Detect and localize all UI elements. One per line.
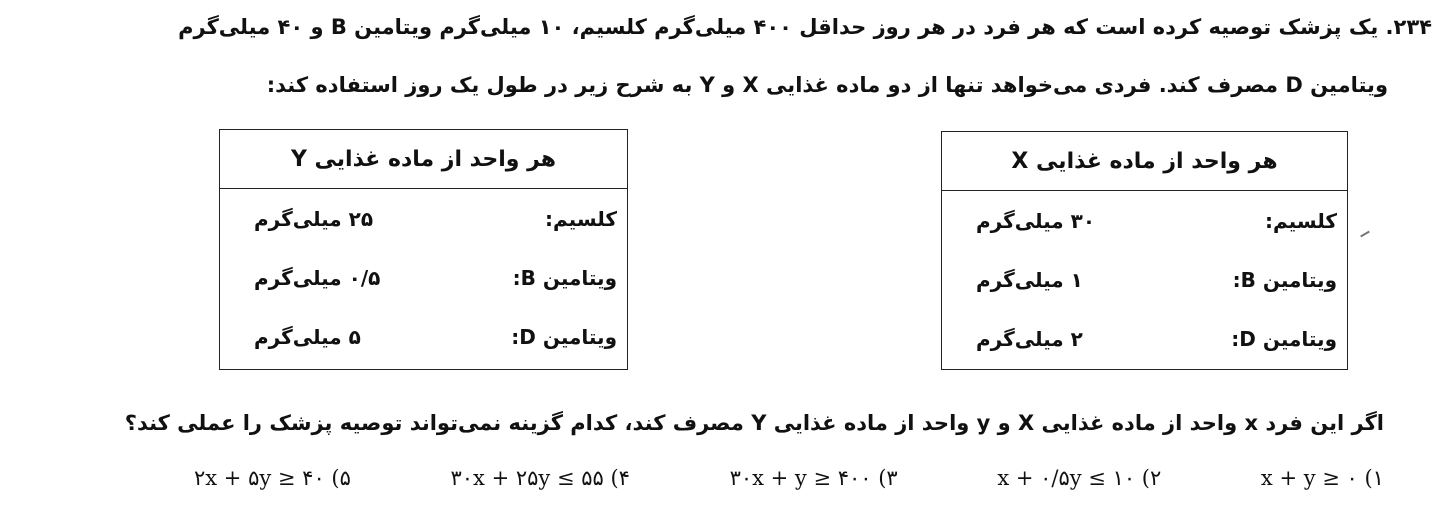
stray-mark <box>1360 231 1370 238</box>
food-x-table-title: هر واحد از ماده غذایی X <box>942 132 1347 191</box>
option-4[interactable]: ۳۰x + ۲۵y ≤ ۵۵ (۴ <box>450 466 630 490</box>
table-row <box>942 193 1347 252</box>
option-1[interactable]: x + y ≥ ۰ (۱ <box>1260 466 1384 490</box>
question-text: اگر این فرد x واحد از ماده غذایی X و y واحد از ماده غذایی Y مصرف کند، کدام گزینه نمی‌تواند توصیه پزشک را عملی کند؟ <box>124 411 1384 435</box>
table-row <box>942 311 1347 370</box>
vitamin-b-label: ویتامین B: <box>512 266 617 290</box>
table-row <box>942 252 1347 311</box>
option-2[interactable]: x + ۰/۵y ≤ ۱۰ (۲ <box>997 466 1162 490</box>
answer-options <box>194 466 1384 490</box>
table-row <box>220 309 627 368</box>
option-3[interactable]: ۳۰x + y ≥ ۴۰۰ (۳ <box>729 466 898 490</box>
table-row <box>220 250 627 309</box>
problem-line-1: ۲۳۴. یک پزشک توصیه کرده است که هر فرد در هر روز حداقل ۴۰۰ میلی‌گرم کلسیم، ۱۰ میلی‌گرم ویتامین B و ۴۰ میلی‌گرم <box>178 15 1432 39</box>
calcium-value: ۲۵ میلی‌گرم <box>254 207 374 231</box>
food-y-table <box>219 129 628 370</box>
food-y-table-title: هر واحد از ماده غذایی Y <box>220 130 627 189</box>
vitamin-d-value: ۵ میلی‌گرم <box>254 325 361 349</box>
vitamin-d-label: ویتامین D: <box>1231 327 1337 351</box>
option-5[interactable]: ۲x + ۵y ≥ ۴۰ (۵ <box>194 466 351 490</box>
calcium-value: ۳۰ میلی‌گرم <box>976 209 1096 233</box>
vitamin-b-value: ۱ میلی‌گرم <box>976 268 1083 292</box>
calcium-label: کلسیم: <box>1265 209 1337 233</box>
vitamin-b-label: ویتامین B: <box>1232 268 1337 292</box>
table-row <box>220 191 627 250</box>
food-x-table <box>941 131 1348 370</box>
vitamin-d-value: ۲ میلی‌گرم <box>976 327 1083 351</box>
vitamin-b-value: ۰/۵ میلی‌گرم <box>254 266 381 290</box>
problem-line-2: ویتامین D مصرف کند. فردی می‌خواهد تنها از دو ماده غذایی X و Y به شرح زیر در طول یک روز استفاده کند: <box>266 73 1388 97</box>
vitamin-d-label: ویتامین D: <box>511 325 617 349</box>
calcium-label: کلسیم: <box>545 207 617 231</box>
